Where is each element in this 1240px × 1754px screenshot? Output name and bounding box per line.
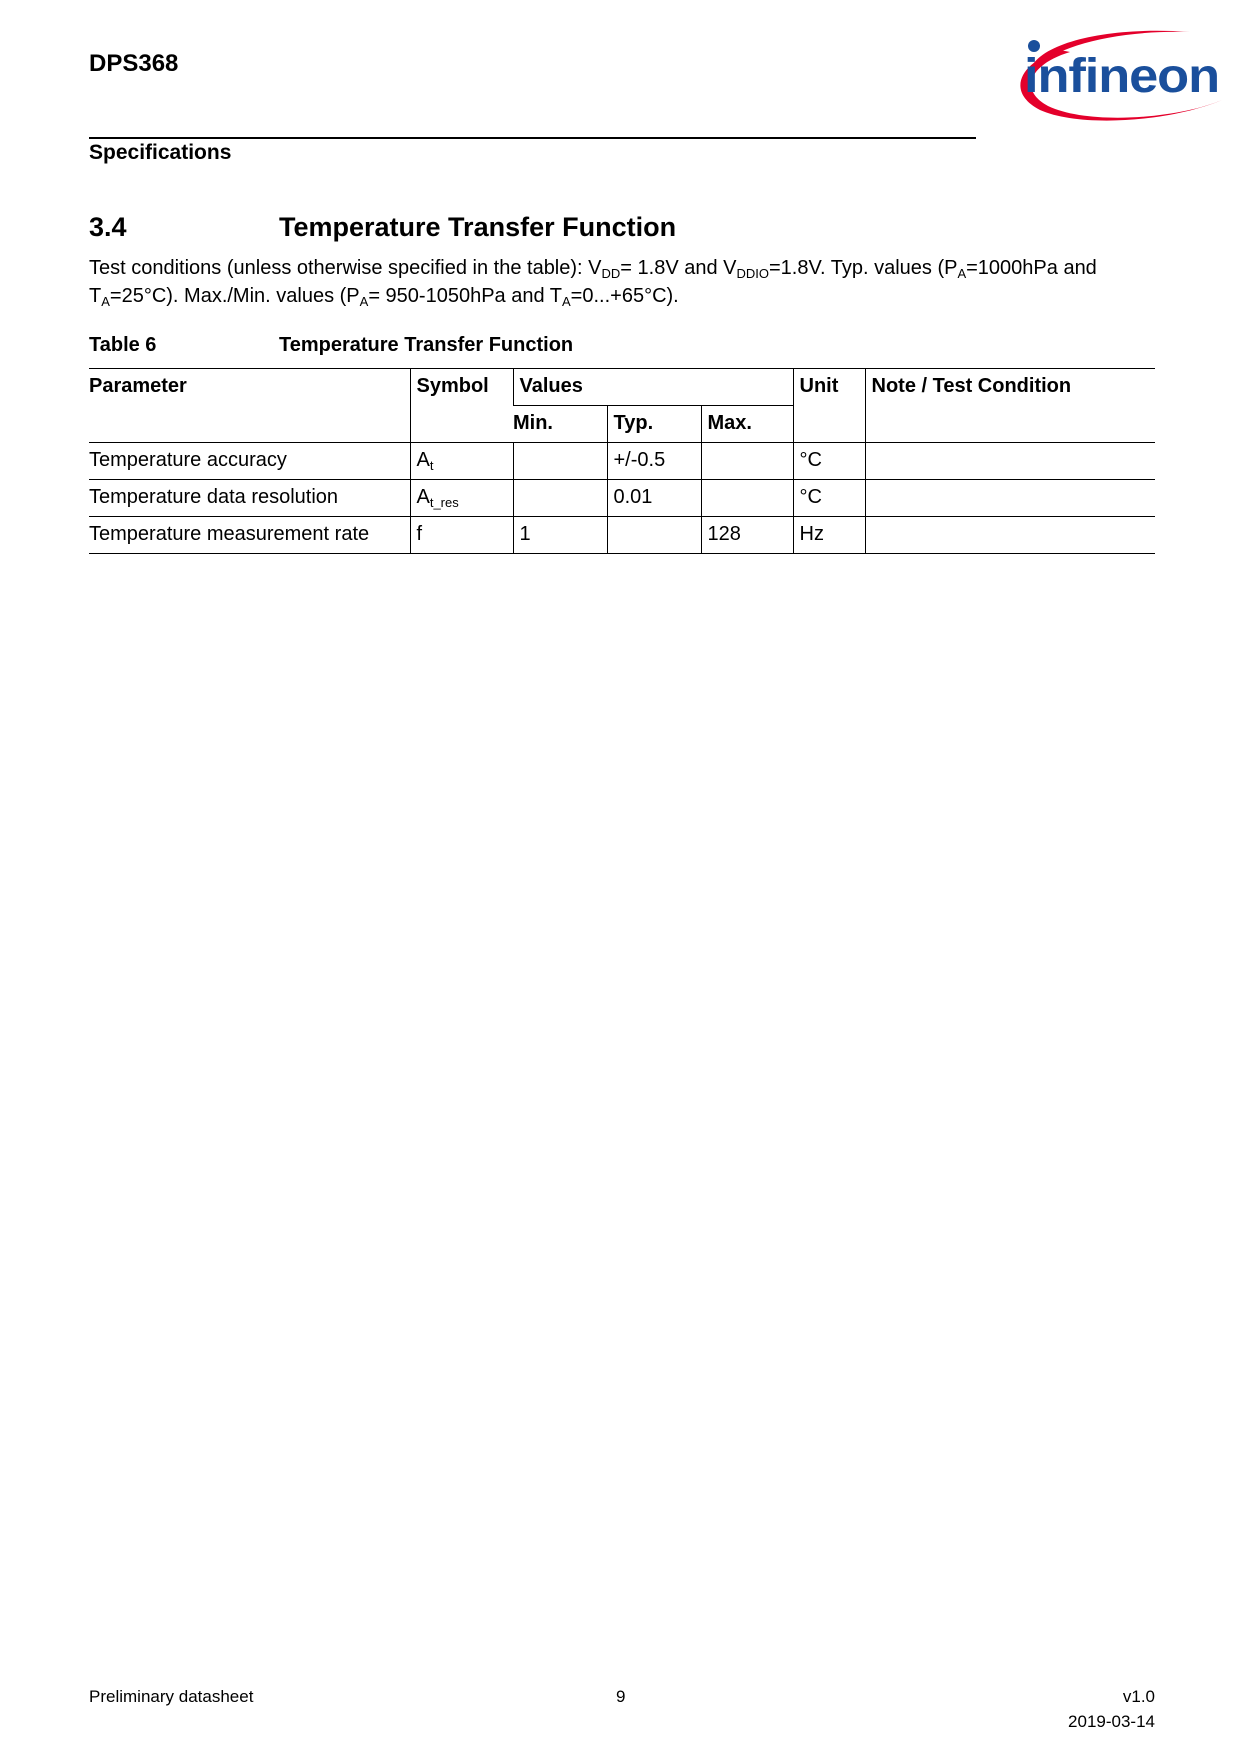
- header-parameter: Parameter: [89, 369, 410, 443]
- table-label: Table 6: [89, 334, 157, 356]
- cell-note: [865, 480, 1155, 517]
- header-min: Min.: [513, 406, 607, 443]
- cell-typ: 0.01: [607, 480, 701, 517]
- header-typ: Typ.: [607, 406, 701, 443]
- cell-parameter: Temperature data resolution: [89, 480, 410, 517]
- cell-parameter: Temperature measurement rate: [89, 517, 410, 554]
- cell-min: [513, 443, 607, 480]
- cell-min: [513, 480, 607, 517]
- cell-min: 1: [513, 517, 607, 554]
- table-title: Temperature Transfer Function: [279, 334, 574, 356]
- section-number: 3.4: [89, 212, 127, 242]
- cell-symbol: $A_{t\_res}$: [410, 480, 513, 517]
- table-header-row: [89, 369, 1155, 406]
- cell-note: [865, 517, 1155, 554]
- header-note: Note / Test Condition: [865, 369, 1155, 443]
- cell-typ: [607, 517, 701, 554]
- table-row: [89, 480, 1155, 517]
- temperature-transfer-table: [89, 368, 1155, 554]
- table-row: [89, 443, 1155, 480]
- cell-unit: °C: [793, 443, 865, 480]
- cell-unit: °C: [793, 480, 865, 517]
- footer-version: v1.0: [1122, 1687, 1155, 1706]
- header-section-name: Specifications: [89, 141, 232, 164]
- cell-parameter: Temperature accuracy: [89, 443, 410, 480]
- logo-wordmark: infineon: [1024, 50, 1219, 103]
- header-values: Values: [513, 369, 793, 406]
- test-conditions-paragraph: Test conditions (unless otherwise specified in the table): $V_{DD}= 1.8V$ and $V_{DDIO}=1.8V$. Typ. values ($P_A=1000hPa$ and $T_A=25^\circ C$). Max./Min. values ($P_A= 950-1050hPa$ and $T_A=0...+65^\circ C$).: [89, 257, 1097, 309]
- cell-note: [865, 443, 1155, 480]
- cell-max: [701, 443, 793, 480]
- section-title: Temperature Transfer Function: [279, 212, 677, 242]
- cell-max: [701, 480, 793, 517]
- cell-symbol: f: [410, 517, 513, 554]
- cell-typ: +/-0.5: [607, 443, 701, 480]
- cell-max: 128: [701, 517, 793, 554]
- header-rule: [89, 137, 976, 139]
- footer-page-number: 9: [616, 1687, 626, 1706]
- header-max: Max.: [701, 406, 793, 443]
- table-row: [89, 517, 1155, 554]
- header-unit: Unit: [793, 369, 865, 443]
- cell-symbol: $A_t$: [410, 443, 513, 480]
- footer-doc-status: Preliminary datasheet: [89, 1687, 254, 1706]
- header-symbol: Symbol: [410, 369, 513, 443]
- cell-unit: Hz: [793, 517, 865, 554]
- infineon-logo: [1000, 22, 1226, 126]
- document-title: DPS368: [89, 50, 179, 77]
- footer-date: 2019-03-14: [1068, 1712, 1155, 1731]
